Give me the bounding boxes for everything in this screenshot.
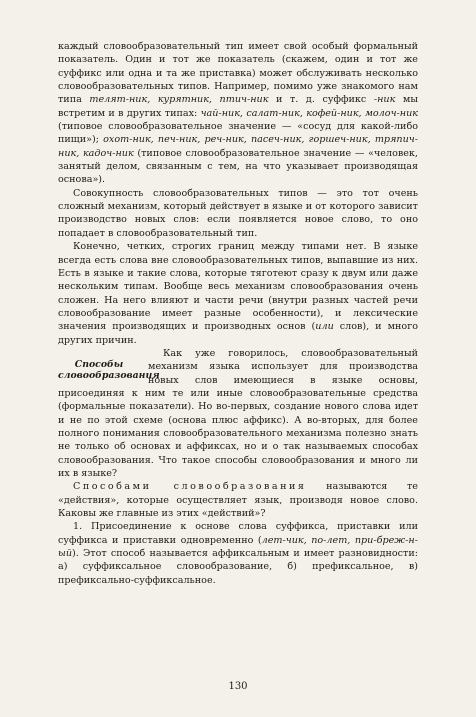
- example-words: лет-чик, по-лет, при-бреж-н-ый: [58, 534, 418, 560]
- paragraph-text: ). Этот способ называется аффиксальным и имеет разновидности: а) суффиксальное словообразование, б) префиксальное, в) префиксально-суффиксальное.: [58, 548, 418, 586]
- page-number: 130: [228, 681, 248, 692]
- spaced-term: Способами словообразования: [73, 481, 307, 493]
- paragraph-text: (типовое словообразовательное значение — «сосуд для какой-либо пищи»);: [58, 121, 418, 146]
- example-suffix: -ник: [373, 94, 396, 106]
- paragraph-text: и т. д. суффикс: [268, 94, 374, 106]
- paragraph-text: каждый словообразовательный тип имеет свой особый формальный показатель. Один и тот же показатель (скажем, один и тот же суффикс или одна и та же приставка) может обслуживать несколько словообразовательных типов. Например, помимо уже знакомого нам типа: [58, 41, 418, 106]
- italic-word: или: [315, 321, 334, 333]
- paragraph-boundaries: [58, 240, 418, 347]
- example-words: чай-ник, салат-ник, кофей-ник, молоч-ник: [200, 107, 419, 119]
- section-methods: [58, 347, 418, 480]
- paragraph-methods-intro: Как уже говорилось, словообразовательный механизм языка использует для производства новых слов имеющиеся в языке основы, присоединяя к ним те или иные словообразовательные средства (формальные показатели). Но во-первых, создание нового слова идет и не по этой схеме (основа плюс аффикс). А во-вторых, для более полного понимания словообразовательного механизма полезно знать не только об основах и аффиксах, но и о так называемых способах словообразования. Что такое способы словообразования и много ли их в языке?: [58, 347, 418, 479]
- paragraph-text: слов), и много других причин.: [58, 321, 419, 346]
- paragraph-text: Конечно, четких, строгих границ между типами нет. В языке всегда есть слова вне словообразовательных типов, выпавшие из них. Есть в языке и такие слова, которые тяготеют сразу к двум или даже нескольким типам. Вообще весь механизм словообразования очень сложен. На него влияют и части речи (внутри разных частей речи словообразование имеет разные особенности), и лексические значения производящих и производных основ (: [58, 241, 418, 333]
- paragraph-text: 1. Присоединение к основе слова суффикса, приставки или суффикса и приставки одновременно (: [58, 521, 418, 546]
- paragraph-text: мы встретим и в других типах:: [58, 94, 418, 119]
- paragraph-text: называются те «действия», которые осуществляет язык, производя новое слово. Каковы же главные из этих «действий»?: [58, 481, 418, 520]
- paragraph-definition: [58, 480, 418, 520]
- book-page: [58, 40, 418, 680]
- paragraph-text: (типовое словообразовательное значение — «человек, занятый делом, связанным с тем, на что указывает производящая основа»).: [58, 147, 418, 186]
- example-words: охот-ник, печ-ник, реч-ник, пасеч-ник, горшеч-ник, тряпич-ник, кадоч-ник: [58, 134, 418, 159]
- paragraph-affixal: [58, 520, 418, 587]
- paragraph-word-types: [58, 40, 418, 187]
- example-words: телят-ник, курятник, птич-ник: [89, 94, 269, 106]
- paragraph-mechanism: Совокупность словообразовательных типов — это тот очень сложный механизм, который действует в языке и от которого зависит производство новых слов: если появляется новое слово, то оно попадает в словообразовательный тип.: [58, 187, 418, 239]
- side-heading: Способы словообразования: [58, 358, 160, 381]
